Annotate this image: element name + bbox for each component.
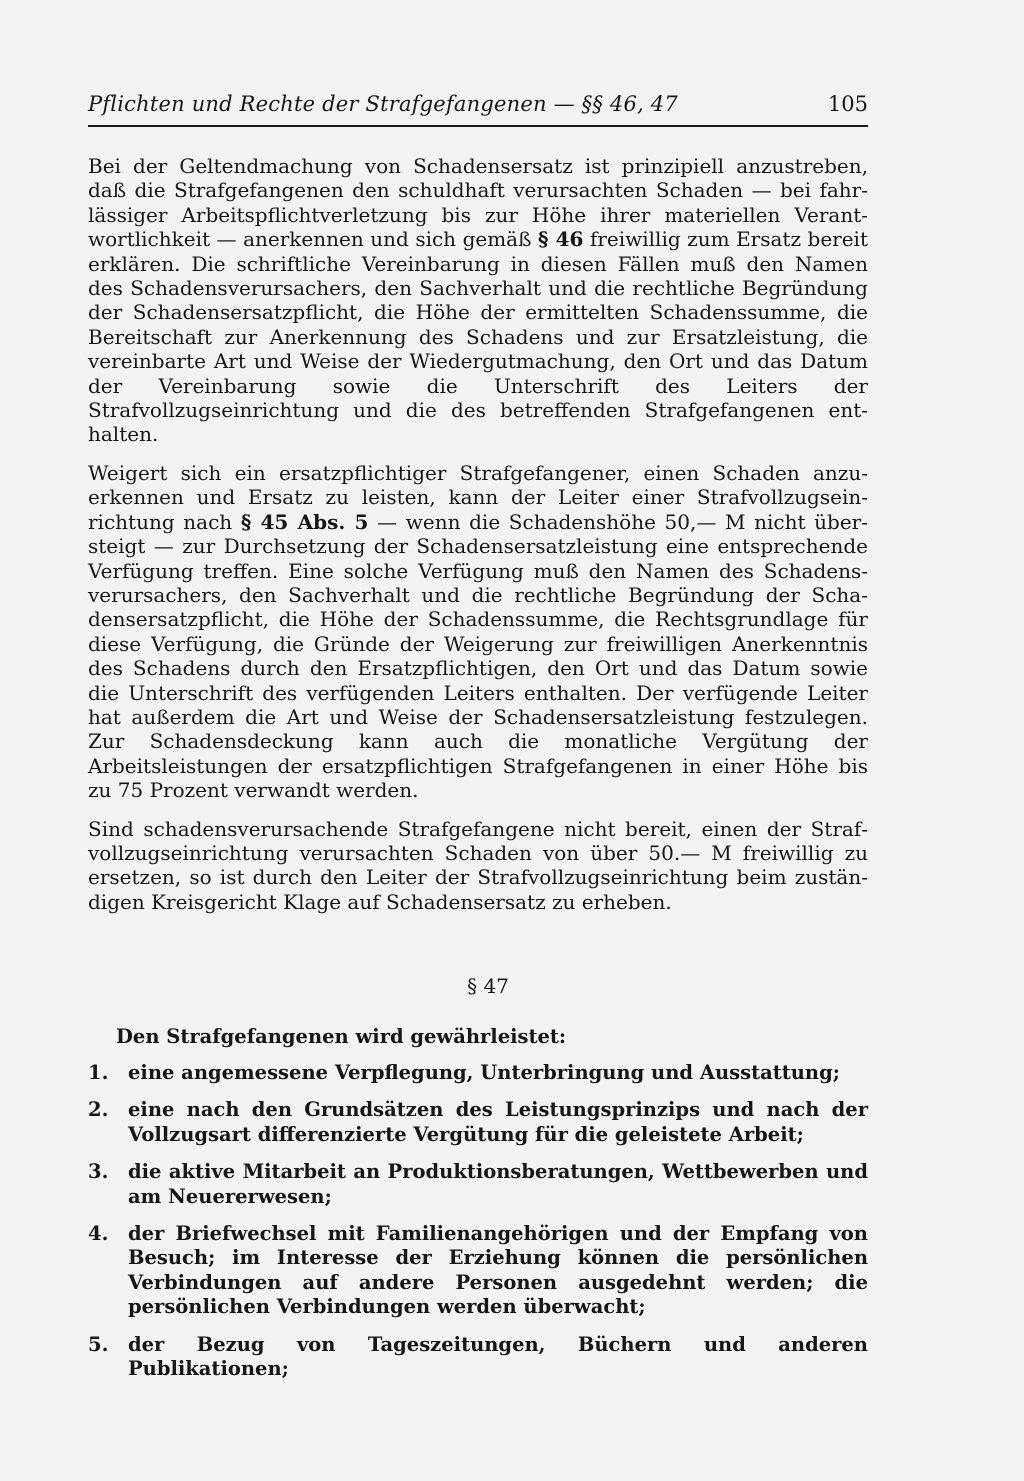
page-number: 105	[827, 92, 868, 116]
list-item-text: die aktive Mitarbeit an Produktionsberatungen, Wettbewerben und am Neuererwesen;	[128, 1160, 868, 1208]
section-reference: § 45 Abs. 5	[240, 509, 369, 534]
page-header	[88, 92, 868, 118]
page-body	[88, 154, 868, 1394]
list-item	[88, 1098, 868, 1147]
list-item-text: der Briefwechsel mit Familienangehörigen und der Empfang von Besuch; im Interesse der Erziehung können die persönlichen Verbindungen auf andere Personen ausgedehnt werden; die persönlichen Verbindungen werden überwacht;	[128, 1222, 868, 1319]
header-rule	[88, 125, 868, 127]
law-text	[88, 1025, 868, 1382]
law-intro: Den Strafgefangenen wird gewährleistet:	[116, 1024, 567, 1048]
paragraph-damages-lawsuit: Sind schadensverursachende Strafgefangene nicht bereit, einen der Strafvollzugseinrichtung verursachten Schaden von über 50.— M freiwillig zu ersetzen, so ist durch den Leiter der Strafvollzugseinrichtung beim zuständigen Kreisgericht Klage auf Schadensersatz zu erheben.	[88, 816, 868, 914]
running-title: Pflichten und Rechte der Strafgefangenen — §§ 46, 47	[88, 92, 678, 116]
list-item-number: 4.	[88, 1222, 109, 1246]
list-item-text: der Bezug von Tageszeitungen, Büchern und anderen Publikationen;	[128, 1332, 868, 1381]
paragraph-damages-agreement: Bei der Geltendmachung von Schadensersatz ist prinzipiell anzustreben, daß die Strafgefangenen den schuldhaft verursachten Schaden — bei fahrlässiger Arbeitspflichtverletzung bis zur Höhe ihrer materiellen Verantwortlichkeit — anerkennen und sich gemäß § 46 freiwillig zum Ersatz bereit erklären. Die schriftliche Vereinbarung in diesen Fällen muß den Namen des Schadensverursachers, den Sachverhalt und die rechtliche Begründung der Schadensersatzpflicht, die Höhe der ermittelten Schadenssumme, die Bereitschaft zur Anerkennung des Schadens und zur Ersatzleistung, die vereinbarte Art und Weise der Wiedergutmachung, den Ort und das Datum der Vereinbarung sowie die Unterschrift des Leiters der Strafvollzugseinrichtung und die des betreffenden Strafgefangenen enthalten.	[88, 154, 868, 447]
list-item	[88, 1222, 868, 1320]
list-item-text: eine nach den Grundsätzen des Leistungsprinzips und nach der Vollzugsart differenzierte Vergütung für die geleistete Arbeit;	[128, 1098, 868, 1146]
law-list	[88, 1061, 868, 1381]
list-item-number: 3.	[88, 1160, 109, 1184]
list-item	[88, 1333, 868, 1382]
list-item-number: 5.	[88, 1332, 109, 1356]
paragraph-damages-refusal: Weigert sich ein ersatzpflichtiger Strafgefangener, einen Schaden anzuerkennen und Ersatz zu leisten, kann der Leiter einer Strafvollzugseinrichtung nach § 45 Abs. 5 — wenn die Schadenshöhe 50,— M nicht übersteigt — zur Durchsetzung der Schadensersatzleistung eine entsprechende Verfügung treffen. Eine solche Verfügung muß den Namen des Schadensverursachers, den Sachverhalt und die rechtliche Begründung der Schadensersatzpflicht, die Höhe der Schadenssumme, die Rechtsgrundlage für diese Verfügung, die Gründe der Weigerung zur freiwilligen Anerkenntnis des Schadens durch den Ersatzpflichtigen, den Ort und das Datum sowie die Unterschrift des verfügenden Leiters enthalten. Der verfügende Leiter hat außerdem die Art und Weise der Schadensersatzleistung festzulegen. Zur Schadensdeckung kann auch die monatliche Vergütung der Arbeitsleistungen der ersatzpflichtigen Strafgefangenen in einer Höhe bis zu 75 Prozent verwandt werden.	[88, 460, 868, 803]
list-item-number: 1.	[88, 1061, 109, 1084]
list-item	[88, 1061, 868, 1085]
list-item-text: eine angemessene Verpflegung, Unterbringung und Ausstattung;	[128, 1061, 840, 1084]
list-item-number: 2.	[88, 1098, 109, 1122]
section-reference: § 46	[538, 227, 584, 252]
list-item	[88, 1160, 868, 1209]
section-heading: § 47	[467, 974, 509, 999]
